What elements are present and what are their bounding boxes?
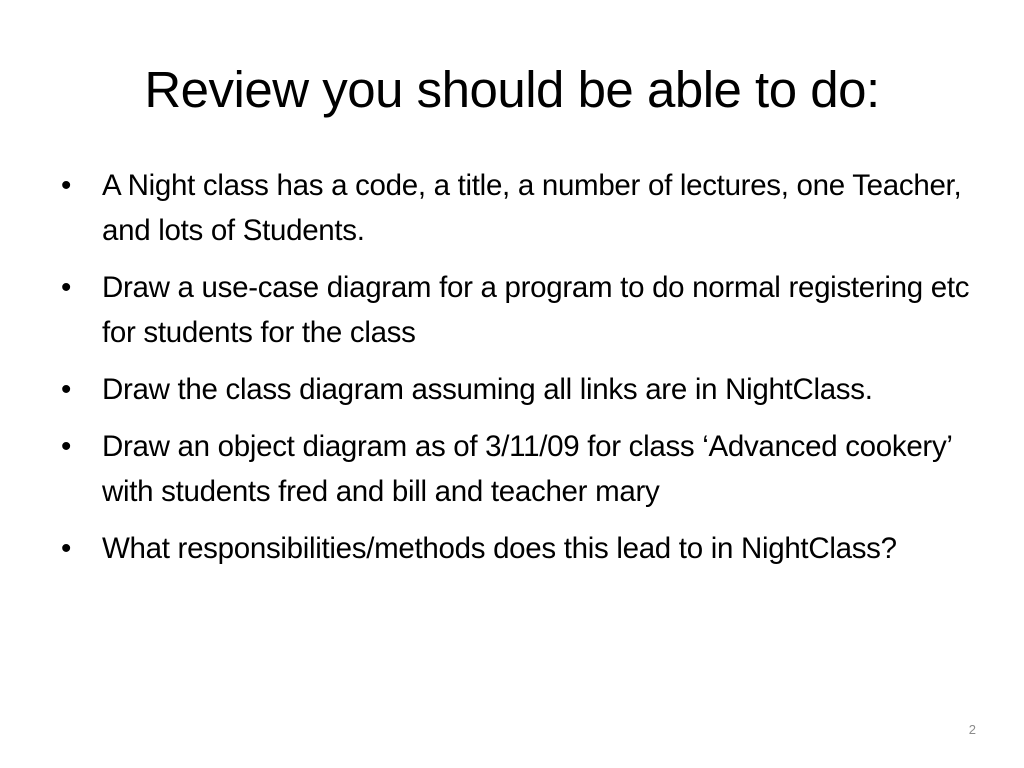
bullet-text: A Night class has a code, a title, a number of lectures, one Teacher, and lots of Students. [102,169,962,247]
page-number: 2 [968,722,976,737]
bullet-icon: • [60,532,72,565]
bullet-item-3 [56,367,986,412]
bullet-text: Draw the class diagram assuming all links are in NightClass. [102,373,873,406]
bullet-text: Draw an object diagram as of 3/11/09 for class ‘Advanced cookery’ with students fred and bill and teacher mary [102,430,952,508]
bullet-icon: • [60,271,72,304]
bullet-item-2 [56,265,986,355]
bullet-text: What responsibilities/methods does this lead to in NightClass? [102,532,897,565]
bullet-icon: • [60,373,72,406]
slide-title: Review you should be able to do: [144,61,880,118]
bullet-icon: • [60,169,72,202]
bullet-icon: • [60,430,72,463]
bullet-item-4 [56,424,986,514]
bullet-text: Draw a use-case diagram for a program to do normal registering etc for students for the class [102,271,970,349]
bullet-item-5 [56,526,986,571]
bullet-item-1 [56,163,986,253]
bullet-list [56,163,986,583]
